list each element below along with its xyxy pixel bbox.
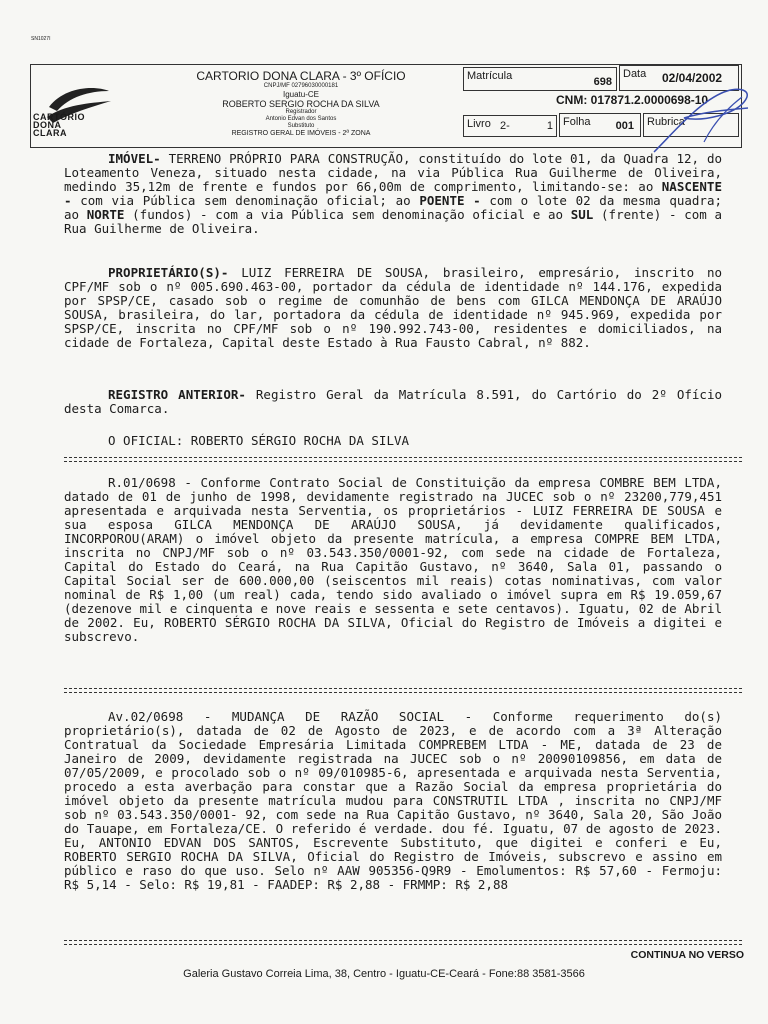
data-value: 02/04/2002 — [662, 71, 723, 85]
officer-name: ROBERTO SERGIO ROCHA DA SILVA — [222, 99, 380, 109]
matricula-value: 698 — [593, 76, 612, 88]
livro-box — [463, 115, 557, 137]
data-label: Data — [623, 68, 647, 80]
oficial-line: O OFICIAL: ROBERTO SÉRGIO ROCHA DA SILVA — [108, 433, 410, 448]
logo-text: CARTÓRIO DONA CLARA — [33, 112, 85, 138]
continua-no-verso: CONTINUA NO VERSO — [630, 949, 744, 961]
registro-anterior-label: REGISTRO ANTERIOR- — [108, 387, 246, 402]
livro-value: 2- — [500, 120, 510, 132]
proprietario-label: PROPRIETÁRIO(S)- — [108, 265, 229, 280]
av02-entry: Av.02/0698 - MUDANÇA DE RAZÃO SOCIAL - Conforme requerimento do(s) proprietário(s), datada de 02 de Agosto de 2023, e de acordo com a 3ª Alteração Contratual da Sociedade Empresária Limitada COMPREBEM LTDA - ME, datada de 23 de Janeiro de 2009, devidamente registrada na JUCEC sob o nº 20090109856, em data de 07/05/2009, e procolado sob o nº 09/010985-6, apresentada e arquivada nesta Serventia, procedo a esta averbação para constar que a Razão Social da empresa proprietária do imóvel objeto da presente matrícula mudou para CONSTRUTIL LTDA , inscrita no CNPJ/MF sob nº 03.543.350/0001- 92, com sede na Rua Capitão Gustavo, nº 3640, Sala 20, São João do Tauape, em Fortaleza/CE. O referido é verdade. dou fé. Iguatu, 07 de agosto de 2023. Eu, ANTONIO EDVAN DOS SANTOS, Escrevente Substituto, que digitei e conferi e Eu, ROBERTO SERGIO ROCHA DA SILVA, Oficial do Registro de Imóveis, subscrevo e assino em público e raso do que uso. Selo nº AAW 905356-Q9R9 - Emolumentos: R$ 57,60 - Fermoju: R$ 5,14 - Selo: R$ 19,81 - FAADEP: R$ 2,88 - FRMMP: R$ 2,88 — [64, 709, 722, 892]
matricula-label: Matrícula — [467, 70, 513, 82]
folha-label: Folha — [563, 116, 591, 128]
officer-role: Registrador — [285, 109, 317, 115]
office-name: CARTORIO DONA CLARA - 3º OFÍCIO — [196, 69, 406, 83]
livro-label: Livro — [467, 118, 491, 130]
folha-value: 001 — [615, 120, 634, 132]
page-footer: Galeria Gustavo Correia Lima, 38, Centro - Iguatu-CE-Ceará - Fone:88 3581-3566 — [183, 968, 585, 980]
cnm-number: CNM: 017871.2.0000698-10 — [556, 93, 709, 107]
separator — [64, 688, 742, 693]
substitute-name: Antonio Edvan dos Santos — [265, 116, 337, 122]
separator — [64, 940, 742, 945]
livro-number: 1 — [546, 120, 553, 132]
office-city: Iguatu-CE — [282, 90, 320, 99]
folha-box — [559, 113, 641, 137]
substitute-role: Substituto — [287, 123, 315, 129]
r01-entry: R.01/0698 - Conforme Contrato Social de Constituição da empresa COMBRE BEM LTDA, datado de 01 de junho de 1998, devidamente registrado na JUCEC sob o nº 23200,779,451 apresentada e arquivada nesta Serventia, os proprietários - LUIZ FERREIRA DE SOUSA e sua esposa GILCA MENDONÇA DE ARAÚJO SOUSA, já devidamente qualificados, INCORPOROU(ARAM) o imóvel objeto da presente matrícula, a empresa COMPRE BEM LTDA, inscrita no CNPJ/MF sob o nº 03.543.350/0001-92, com sede na cidade de Fortaleza, Capital do Estado do Ceará, na Rua Capitão Gustavo, nº 3640, Sala 01, passando o Capital Social ser de 600.000,00 (seiscentos mil reais) cotas nominativas, com valor nominal de R$ 1,00 (um real) cada, tendo sido avaliado o imóvel supra em R$ 19.059,67 (dezenove mil e cinquenta e nove reais e sessenta e sete centavos). Iguatu, 02 de Abril de 2002. Eu, ROBERTO SÉRGIO ROCHA DA SILVA, Oficial do Registro de Imóveis a digitei e subscrevo. — [64, 475, 722, 644]
matricula-box — [463, 67, 617, 91]
imovel-section: IMÓVEL- TERRENO PRÓPRIO PARA CONSTRUÇÃO, constituído do lote 01, da Quadra 12, do Loteamento Veneza, situado nesta cidade, na via Pública Rua Guilherme de Oliveira, medindo 35,12m de frente e fundos por 66,00m de comprimento, limitando-se: ao NASCENTE - com via Pública sem denominação oficial; ao POENTE - com o lote 02 da mesma quadra; ao NORTE (fundos) - com a via Pública sem denominação oficial e ao SUL (frente) - com a Rua Guilherme de Oliveira. — [64, 151, 723, 236]
office-info — [151, 69, 451, 137]
separator — [64, 457, 742, 462]
rubrica-label: Rubrica — [647, 116, 685, 128]
registry-zone: REGISTRO GERAL DE IMÓVEIS - 2ª ZONA — [231, 130, 371, 137]
proprietario-section: PROPRIETÁRIO(S)- LUIZ FERREIRA DE SOUSA, brasileiro, empresário, inscrito no CPF/MF sob o nº 005.690.463-00, portador da cédula de identidade nº 144.176, expedida por SPSP/CE, casado sob o regime de comunhão de bens com GILCA MENDONÇA DE ARAÚJO SOUSA, brasileira, do lar, portadora da cédula de identidade nº 945.969, expedida por SPSP/CE, inscrita no CPF/MF sob o nº 190.992.743-00, residentes e domiciliados, na cidade de Fortaleza, Capital deste Estado à Rua Fausto Cabral, nº 882. — [64, 265, 722, 350]
office-cnpj: CNPJ/MF 02796030000181 — [263, 83, 339, 89]
document-header — [30, 64, 742, 148]
imovel-label: IMÓVEL- — [108, 151, 161, 166]
signature-mark — [644, 72, 764, 162]
registro-anterior-section: REGISTRO ANTERIOR- Registro Geral da Matrícula 8.591, do Cartório do 2º Ofício desta Comarca. — [64, 387, 722, 416]
serial-number: SN1027I — [31, 36, 51, 42]
